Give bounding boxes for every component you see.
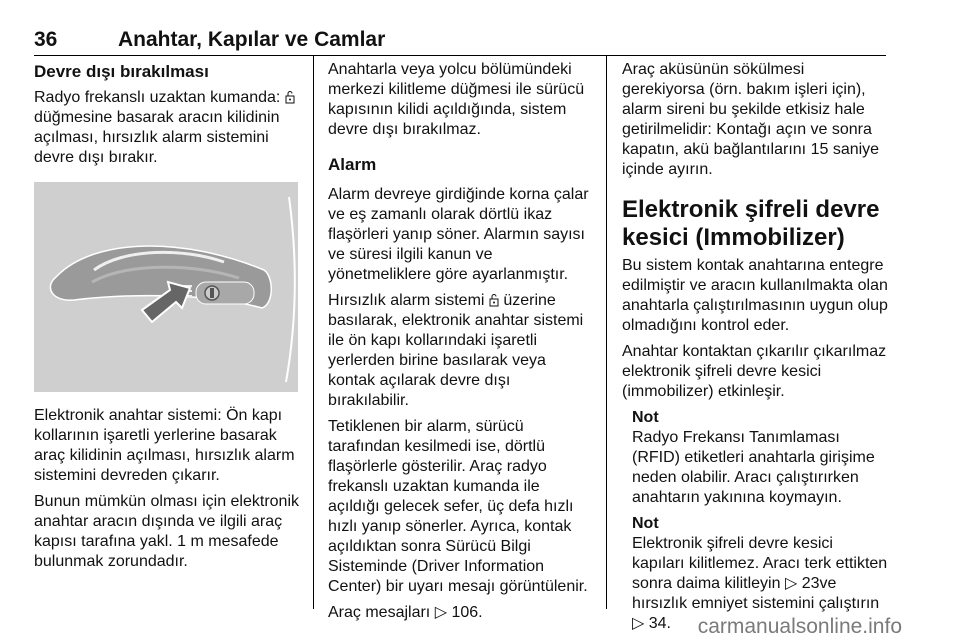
text-run: Radyo frekanslı uzaktan kumanda:: [34, 89, 285, 106]
note-title: Not: [632, 409, 659, 426]
text-run: Hırsızlık alarm sistemi: [328, 292, 489, 309]
header-rule: [34, 55, 886, 56]
text-run: üzerine basılarak, elektronik anahtar sistemi ile ön kapı kollarındaki işaretli yerlerden birine basılarak veya kontak açılarak devre dışı bırakılabilir.: [328, 292, 584, 409]
door-handle-illustration: [34, 182, 298, 392]
text-run: 23ve hırsızlık emniyet sistemini çalıştırın: [632, 575, 880, 612]
column-1: [34, 60, 300, 578]
paragraph: Elektronik anahtar sistemi: Ön kapı kollarının işaretli yerlerine basarak araç kilidinin açılması, hırsızlık alarm sistemini devreden çıkarır.: [34, 407, 295, 484]
section-heading-deactivation: Devre dışı bırakılması: [34, 62, 209, 81]
column-2: [328, 60, 592, 629]
text-run: Araç mesajları: [328, 604, 435, 621]
page-number: 36: [34, 28, 58, 51]
unlock-icon: [285, 90, 295, 104]
column-divider: [313, 56, 314, 609]
reference-arrow-icon: ▷: [784, 575, 798, 592]
door-handle-drawing: [34, 182, 298, 392]
paragraph: [328, 291, 592, 411]
text-run: 34.: [644, 615, 671, 632]
paragraph: Bu sistem kontak anahtarına entegre edilmiştir ve aracın kullanılmakta olan anahtarla çalıştırılmasının uygun olup olmadığını kontrol eder.: [622, 257, 888, 334]
note-block: [632, 408, 888, 508]
paragraph: [328, 603, 592, 623]
unlock-icon: [489, 293, 499, 307]
page-reference: 106.: [447, 604, 483, 621]
reference-arrow-icon: ▷: [632, 615, 645, 632]
column-3: [622, 60, 888, 640]
paragraph: Araç aküsünün sökülmesi gerekiyorsa (örn. bakım işleri için), alarm sireni bu şekilde etkisiz hale getirilmelidir: Kontağı açın ve sonra kapatın, akü bağlantılarını 15 saniye içinde ayırın.: [622, 61, 880, 178]
note-text: Radyo Frekansı Tanımlaması (RFID) etiketleri anahtarla girişime neden olabilir. Aracı çalıştırırken anahtarın yakınına koymayın.: [632, 429, 875, 506]
paragraph: Anahtarla veya yolcu bölümündeki merkezi kilitleme düğmesi ile sürücü kapısının kilidi açıldığında, sistem devre dışı bırakılmaz.: [328, 61, 585, 138]
text-run: Elektronik şifreli devre kesici kapıları kilitlemez. Aracı terk ettikten sonra daima kilitleyin: [632, 535, 888, 592]
note-title: Not: [632, 515, 659, 532]
chapter-title: Anahtar, Kapılar ve Camlar: [118, 28, 386, 51]
section-heading-alarm: Alarm: [328, 155, 377, 174]
watermark: carmanualsonline.info: [697, 615, 902, 638]
reference-arrow-icon: ▷: [434, 604, 448, 621]
page-header: [34, 28, 886, 52]
paragraph: Bunun mümkün olması için elektronik anahtar aracın dışında ve ilgili araç kapısı tarafına yakl. 1 m mesafede bulunmak zorundadır.: [34, 493, 300, 570]
paragraph: Alarm devreye girdiğinde korna çalar ve eş zamanlı olarak dörtlü ikaz flaşörleri yanıp söner. Alarmın sayısı ve süresi ilgili kanun ve yönetmeliklere göre ayarlanmıştır.: [328, 186, 589, 283]
paragraph: Anahtar kontaktan çıkarılır çıkarılmaz elektronik şifreli devre kesici (immobilizer) etkinleşir.: [622, 343, 887, 400]
section-heading-immobilizer: Elektronik şifreli devre kesici (Immobilizer): [622, 196, 880, 251]
paragraph: Tetiklenen bir alarm, sürücü tarafından kesilmedi ise, dörtlü flaşörlerle gösterilir. Araç radyo frekanslı uzaktan kumanda ile açıldığı gelecek sefer, üç defa hızlı hızlı yanıp sönerler. Ayrıca, kontak açıldıktan sonra Sürücü Bilgi Sisteminde (Driver Information Center) bir uyarı mesajı görüntülenir.: [328, 418, 588, 595]
paragraph: [34, 88, 300, 168]
column-divider: [606, 56, 607, 609]
text-run: düğmesine basarak aracın kilidinin açılması, hırsızlık alarm sistemini devre dışı bırakır.: [34, 109, 280, 166]
